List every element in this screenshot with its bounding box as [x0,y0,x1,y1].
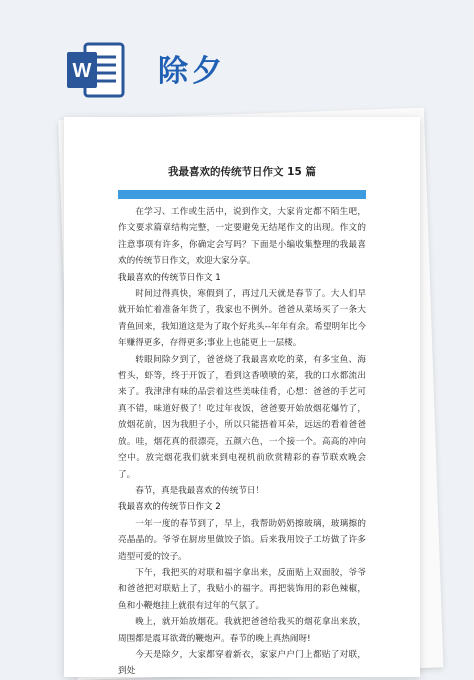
title-accent-bar [118,190,366,199]
section-heading: 我最喜欢的传统节日作文 2 [118,502,221,513]
word-document-icon [65,40,127,100]
word-icon-letter: W [72,60,92,82]
document-page [64,117,420,677]
document-title: 我最喜欢的传统节日作文 15 篇 [168,166,316,178]
paragraph: 在学习、工作或生活中，说到作文，大家肯定都不陌生吧，作文要求篇章结构完整，一定要避免无结尾作文的出现。作文的注意事项有许多，你确定会写吗？下面是小编收集整理的我最喜欢的传统节日作文，欢迎大家分享。 [118,207,366,267]
paragraph: 下午，我把买的对联和福字拿出来，反面贴上双面胶，爷爷和爸爸把对联贴上了，我贴小的福字。再把装饰用的彩色辣椒，鱼和小鞭炮挂上就很有过年的气氛了。 [118,567,366,611]
paragraph: 今天是除夕，大家都穿着新衣，家家户户门上都贴了对联，到处 [118,649,366,677]
section-heading: 我最喜欢的传统节日作文 1 [118,272,221,283]
paragraph: 晚上，就开始放烟花。我就把爸爸给我买的烟花拿出来放，周围都是震耳欲聋的鞭炮声。春节的晚上真热闹呀! [118,617,366,644]
paragraph: 一年一度的春节到了，早上，我帮助奶奶擦玻璃，玻璃擦的亮晶晶的。爷爷在厨房里做饺子馅。后来我用饺子工坊做了许多造型可爱的饺子。 [118,518,366,562]
paragraph: 时间过得真快，寒假到了，再过几天就是春节了。大人们早就开始忙着准备年货了，我家也不例外。爸爸从菜场买了一条大青鱼回来，我知道这是为了取个好兆头--年年有余。希望明年比今年赚得更多，存得更多;事业上也能更上一层楼。 [118,289,366,349]
header [0,0,474,120]
page-title: 除夕 [158,54,226,89]
document-body [118,204,366,680]
paragraph: 转眼间除夕到了，爸爸烧了我最喜欢吃的菜，有多宝鱼、海哲头，虾等，终于开饭了，看到这香喷喷的菜，我的口水都流出来了。我津津有味的品尝着这些美味佳肴，心想：爸爸的手艺可真不错，味道好极了！吃过年夜饭，爸爸要开始放烟花爆竹了，放烟花前，因为我胆子小，所以只能捂着耳朵，远远的看着爸爸放。哇，烟花真的很漂亮，五颜六色，一个接一个。高高的冲向空中。放完烟花我们就来到电视机前欣赏精彩的春节联欢晚会了。 [118,354,366,480]
paragraph: 春节，真是我最喜欢的传统节日！ [135,485,265,496]
